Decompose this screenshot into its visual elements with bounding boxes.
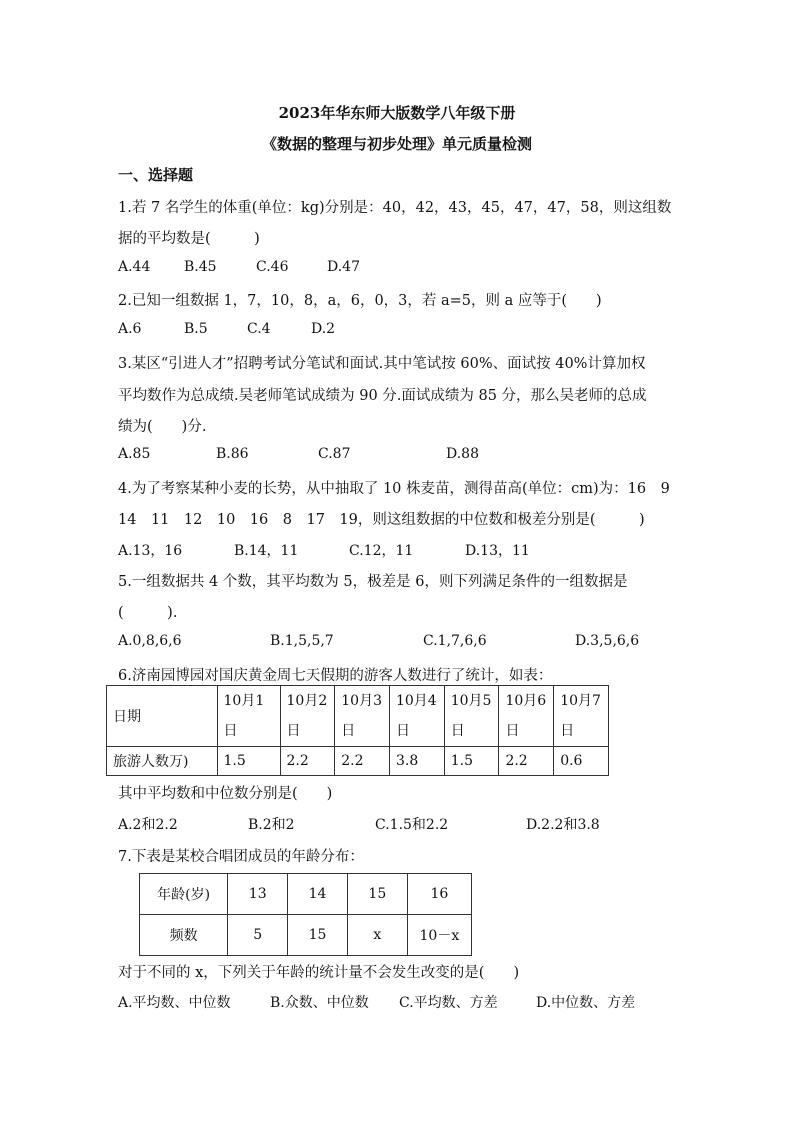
table-cell: 1.5 [444,747,499,776]
option-b: B.1,5,5,7 [270,633,334,649]
table-cell: 年龄(岁) [140,874,228,915]
table-row [140,915,472,956]
option-c: C.1,7,6,6 [423,633,487,649]
table-cell: 10月1日 [217,686,280,747]
table-cell: 旅游人数万) [107,747,218,776]
option-b: B.众数、中位数 [270,995,369,1011]
q7-text-line1: 7.下表是某校合唱团成员的年龄分布： [118,849,364,865]
section-heading: 一、选择题 [118,166,194,184]
table-header-row [107,686,609,747]
exam-title: 2023年华东师大版数学八年级下册 [278,104,516,122]
option-b: B.86 [216,446,249,462]
q4-text-line1: 4.为了考察某种小麦的长势，从中抽取了 10 株麦苗，测得苗高(单位：cm)为：16 9 [118,481,670,497]
option-a: A.85 [118,446,151,462]
table-cell: 10月2日 [280,686,335,747]
option-d: D.3,5,6,6 [575,633,640,649]
option-c: C.1.5和2.2 [375,817,449,833]
q4-text-line2: 14 11 12 10 16 8 17 19，则这组数据的中位数和极差分别是( ) [118,512,645,528]
option-b: B.2和2 [248,817,295,833]
table-cell: 日期 [107,686,218,747]
option-c: C.平均数、方差 [399,995,498,1011]
table-cell: 10月4日 [389,686,444,747]
option-a: A.2和2.2 [118,817,178,833]
option-b: B.45 [184,259,217,275]
option-a: A.平均数、中位数 [118,995,231,1011]
visitor-table [106,685,609,776]
option-c: C.4 [247,321,271,337]
table-cell: 1.5 [217,747,280,776]
exam-subtitle: 《数据的整理与初步处理》单元质量检测 [261,135,532,153]
table-cell: 15 [288,915,348,956]
option-a: A.13，16 [118,543,183,559]
q1-text-line1: 1.若 7 名学生的体重(单位：kg)分别是：40，42，43，45，47，47，58，则这组数 [118,200,672,216]
q6-question-line: 其中平均数和中位数分别是( ) [118,786,333,802]
table-cell: 频数 [140,915,228,956]
table-cell: x [347,915,407,956]
table-cell: 10月7日 [554,686,609,747]
q2-text-line1: 2.已知一组数据 1，7，10，8，a，6，0，3，若 a=5，则 a 应等于( ) [118,293,602,309]
table-cell: 2.2 [499,747,554,776]
option-c: C.46 [256,259,289,275]
table-cell: 14 [288,874,348,915]
table-cell: 0.6 [554,747,609,776]
q3-text-line2: 平均数作为总成绩.吴老师笔试成绩为 90 分.面试成绩为 85 分，那么吴老师的总成 [118,388,647,404]
age-frequency-table [139,873,472,956]
option-d: D.中位数、方差 [536,995,636,1011]
table-row [107,747,609,776]
q5-text-line1: 5.一组数据共 4 个数，其平均数为 5，极差是 6，则下列满足条件的一组数据是 [118,574,628,590]
table-cell: 10月5日 [444,686,499,747]
table-cell: 3.8 [389,747,444,776]
table-cell: 15 [347,874,407,915]
table-row [140,874,472,915]
option-b: B.5 [184,321,208,337]
q3-text-line1: 3.某区“引进人才”招聘考试分笔试和面试.其中笔试按 60%、面试按 40%计算加权 [118,356,646,372]
option-a: A.44 [118,259,151,275]
table-cell: 10月6日 [499,686,554,747]
option-d: D.88 [446,446,479,462]
table-cell: 10－x [407,915,471,956]
q1-text-line2: 据的平均数是( ) [118,231,260,247]
q7-question-line: 对于不同的 x，下列关于年龄的统计量不会发生改变的是( ) [118,965,520,981]
table-cell: 13 [228,874,288,915]
option-b: B.14，11 [234,543,299,559]
q6-text-line1: 6.济南园博园对国庆黄金周七天假期的游客人数进行了统计，如表： [118,668,553,684]
table-cell: 2.2 [335,747,390,776]
option-c: C.87 [318,446,351,462]
option-c: C.12，11 [349,543,414,559]
option-a: A.0,8,6,6 [118,633,182,649]
q3-text-line3: 绩为( )分. [118,419,207,435]
table-cell: 16 [407,874,471,915]
table-cell: 5 [228,915,288,956]
table-cell: 2.2 [280,747,335,776]
option-d: D.2.2和3.8 [526,817,600,833]
option-a: A.6 [118,321,142,337]
table-cell: 10月3日 [335,686,390,747]
option-d: D.47 [327,259,360,275]
option-d: D.2 [311,321,336,337]
q5-text-line2: ( ). [118,605,178,621]
option-d: D.13，11 [465,543,530,559]
